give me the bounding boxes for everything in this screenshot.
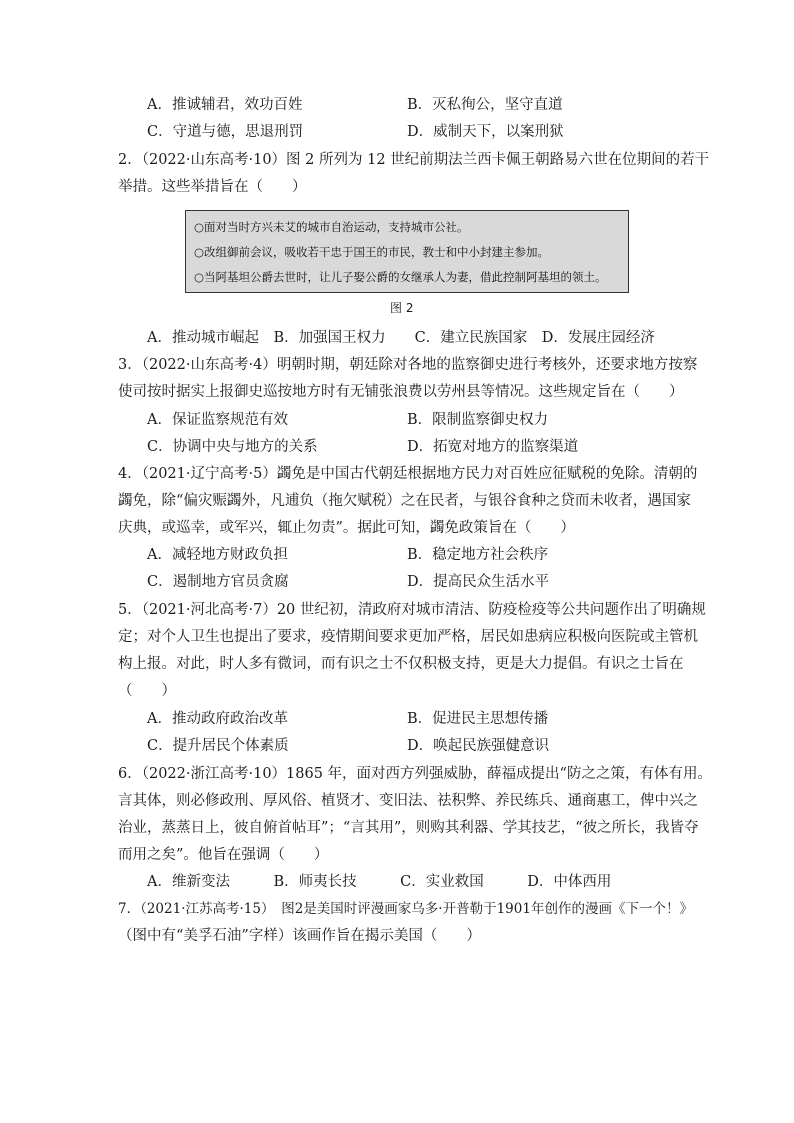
q5-stem-line1: 5．（2021·河北高考·7）20 世纪初，清政府对城市清洁、防疫检疫等公共问题作出了明确规 [118,602,706,618]
q5-stem-line3: 构上报。对此，时人多有微词，而有识之士不仅积极支持，更是大力提倡。有识之士旨在 [118,656,684,672]
q4-option-a: A．减轻地方财政负担 [147,547,288,563]
q1-option-a: A．推诚辅君，效功百姓 [147,97,303,113]
q6-stem-line4: 而用之矣”。他旨在强调（ ） [118,847,329,863]
q5-option-d: D．唤起民族强健意识 [407,738,550,754]
q6-options: A．维新变法 B．师夷长技 C．实业救国 D．中体西用 [147,874,612,890]
q7-stem-line2: （图中有“美孚石油”字样）该画作旨在揭示美国（ ） [118,928,481,944]
q2-figure-line: ○面对当时方兴未艾的城市自治运动，支持城市公社。 [194,220,469,234]
q6-stem-line2: 言其体，则必修政刑、厚风俗、植贤才、变旧法、祛积弊、养民练兵、通商惠工，俾中兴之 [118,793,698,809]
q5-stem-line2: 定；对个人卫生也提出了要求，疫情期间要求更加严格，居民如患病应积极向医院或主管机 [118,629,698,645]
q1-option-c: C．守道与德，思退刑罚 [147,124,304,140]
q2-options: A．推动城市崛起 B．加强国王权力 C．建立民族国家 D．发展庄园经济 [147,330,655,346]
q3-option-d: D．拓宽对地方的监察渠道 [407,439,579,455]
q4-option-b: B．稳定地方社会秩序 [407,547,549,563]
q5-option-a: A．推动政府政治改革 [147,711,288,727]
q3-option-b: B．限制监察御史权力 [407,412,549,428]
q3-stem-line1: 3．（2022·山东高考·4）明朝时期，朝廷除对各地的监察御史进行考核外，还要求地方按察 [118,357,698,373]
q6-stem-line3: 治业，蒸蒸日上，彼自俯首帖耳”；“言其用”，则购其利器、学其技艺，“彼之所长，我皆夺 [118,820,699,836]
q2-figure-caption: 图 2 [390,301,414,315]
q4-option-d: D．提高民众生活水平 [407,574,550,590]
q5-stem-line4: （ ） [118,683,176,699]
q5-option-b: B．促进民主思想传播 [407,711,549,727]
q2-stem-line1: 2．（2022·山东高考·10）图 2 所列为 12 世纪前期法兰西卡佩王朝路易六世在位期间的若干 [118,152,710,168]
q1-option-b: B．灭私徇公，坚守直道 [407,97,563,113]
q4-stem-line3: 庆典，或巡幸，或军兴，辄止勿责”。据此可知，蠲免政策旨在（ ） [118,520,575,536]
q2-figure-box [185,210,629,293]
q4-stem-line2: 蠲免，除“偏灾赈蠲外，凡逋负（拖欠赋税）之在民者，与银谷食种之贷而未收者，遇国家 [118,493,691,509]
q4-stem-line1: 4．（2021·辽宁高考·5）蠲免是中国古代朝廷根据地方民力对百姓应征赋税的免除。清朝的 [118,466,698,482]
q3-stem-line2: 使司按时据实上报御史巡按地方时有无铺张浪费以劳州县等情况。这些规定旨在（ ） [118,384,684,400]
q2-figure-line: ○改组御前会议，吸收若干忠于国王的市民，教士和中小封建主参加。 [194,245,550,259]
q6-stem-line1: 6．（2022·浙江高考·10）1865 年，面对西方列强威胁，薛福成提出“防之之策，有体有用。 [118,766,712,782]
q4-option-c: C．遏制地方官员贪腐 [147,574,289,590]
q3-option-a: A．保证监察规范有效 [147,412,288,428]
q3-option-c: C．协调中央与地方的关系 [147,439,318,455]
q2-figure-line: ○当阿基坦公爵去世时，让儿子娶公爵的女继承人为妻，借此控制阿基坦的领土。 [194,270,607,284]
q5-option-c: C．提升居民个体素质 [147,738,289,754]
q2-stem-line2: 举措。这些举措旨在（ ） [118,179,307,195]
q1-option-d: D．威制天下，以案刑狱 [407,124,564,140]
q7-stem-line1: 7．（2021·江苏高考·15） 图2是美国时评漫画家乌多·开普勒于1901年创作的漫画《下一个！》 [118,901,693,917]
